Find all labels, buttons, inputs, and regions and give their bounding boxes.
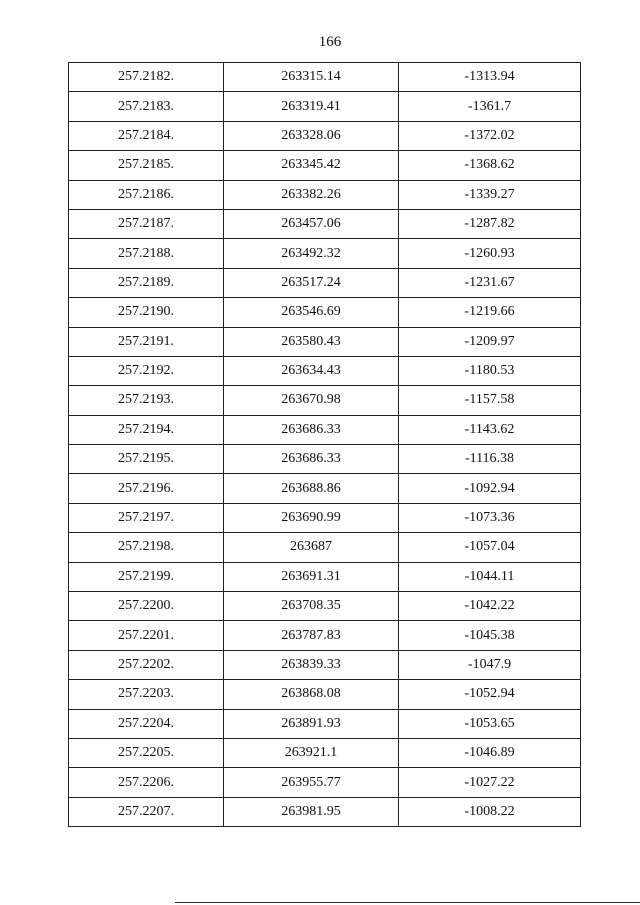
y-coordinate-cell: -1372.02 — [399, 121, 581, 150]
point-number-cell: 257.2205. — [69, 738, 224, 767]
point-number-cell: 257.2188. — [69, 239, 224, 268]
table-row — [69, 592, 581, 621]
y-coordinate-cell: -1260.93 — [399, 239, 581, 268]
point-number-cell: 257.2203. — [69, 680, 224, 709]
point-number-cell: 257.2183. — [69, 92, 224, 121]
point-number-cell: 257.2199. — [69, 562, 224, 591]
table-row — [69, 209, 581, 238]
x-coordinate-cell: 263921.1 — [224, 738, 399, 767]
table-row — [69, 474, 581, 503]
x-coordinate-cell: 263708.35 — [224, 592, 399, 621]
x-coordinate-cell: 263690.99 — [224, 503, 399, 532]
point-number-cell: 257.2182. — [69, 63, 224, 92]
bottom-rule — [175, 902, 640, 903]
y-coordinate-cell: -1045.38 — [399, 621, 581, 650]
table-row — [69, 797, 581, 826]
point-number-cell: 257.2190. — [69, 298, 224, 327]
table-row — [69, 298, 581, 327]
table-row — [69, 680, 581, 709]
x-coordinate-cell: 263686.33 — [224, 415, 399, 444]
y-coordinate-cell: -1046.89 — [399, 738, 581, 767]
point-number-cell: 257.2185. — [69, 151, 224, 180]
x-coordinate-cell: 263382.26 — [224, 180, 399, 209]
table-row — [69, 503, 581, 532]
x-coordinate-cell: 263868.08 — [224, 680, 399, 709]
y-coordinate-cell: -1044.11 — [399, 562, 581, 591]
y-coordinate-cell: -1057.04 — [399, 533, 581, 562]
point-number-cell: 257.2198. — [69, 533, 224, 562]
point-number-cell: 257.2191. — [69, 327, 224, 356]
y-coordinate-cell: -1008.22 — [399, 797, 581, 826]
y-coordinate-cell: -1219.66 — [399, 298, 581, 327]
table-row — [69, 562, 581, 591]
point-number-cell: 257.2187. — [69, 209, 224, 238]
y-coordinate-cell: -1361.7 — [399, 92, 581, 121]
table-row — [69, 327, 581, 356]
x-coordinate-cell: 263686.33 — [224, 445, 399, 474]
y-coordinate-cell: -1157.58 — [399, 386, 581, 415]
table-row — [69, 709, 581, 738]
table-row — [69, 356, 581, 385]
point-number-cell: 257.2192. — [69, 356, 224, 385]
y-coordinate-cell: -1116.38 — [399, 445, 581, 474]
y-coordinate-cell: -1042.22 — [399, 592, 581, 621]
x-coordinate-cell: 263328.06 — [224, 121, 399, 150]
x-coordinate-cell: 263955.77 — [224, 768, 399, 797]
y-coordinate-cell: -1143.62 — [399, 415, 581, 444]
y-coordinate-cell: -1053.65 — [399, 709, 581, 738]
table-row — [69, 415, 581, 444]
x-coordinate-cell: 263691.31 — [224, 562, 399, 591]
x-coordinate-cell: 263981.95 — [224, 797, 399, 826]
point-number-cell: 257.2184. — [69, 121, 224, 150]
table-row — [69, 386, 581, 415]
table-row — [69, 445, 581, 474]
x-coordinate-cell: 263891.93 — [224, 709, 399, 738]
point-number-cell: 257.2189. — [69, 268, 224, 297]
x-coordinate-cell: 263315.14 — [224, 63, 399, 92]
y-coordinate-cell: -1073.36 — [399, 503, 581, 532]
x-coordinate-cell: 263688.86 — [224, 474, 399, 503]
table-row — [69, 533, 581, 562]
point-number-cell: 257.2186. — [69, 180, 224, 209]
x-coordinate-cell: 263319.41 — [224, 92, 399, 121]
y-coordinate-cell: -1339.27 — [399, 180, 581, 209]
point-number-cell: 257.2196. — [69, 474, 224, 503]
x-coordinate-cell: 263839.33 — [224, 650, 399, 679]
point-number-cell: 257.2194. — [69, 415, 224, 444]
y-coordinate-cell: -1368.62 — [399, 151, 581, 180]
table-row — [69, 63, 581, 92]
point-number-cell: 257.2202. — [69, 650, 224, 679]
table-row — [69, 738, 581, 767]
page-number: 166 — [318, 34, 342, 50]
y-coordinate-cell: -1052.94 — [399, 680, 581, 709]
table-row — [69, 768, 581, 797]
y-coordinate-cell: -1092.94 — [399, 474, 581, 503]
point-number-cell: 257.2195. — [69, 445, 224, 474]
table-row — [69, 268, 581, 297]
point-number-cell: 257.2193. — [69, 386, 224, 415]
x-coordinate-cell: 263517.24 — [224, 268, 399, 297]
x-coordinate-cell: 263634.43 — [224, 356, 399, 385]
table-row — [69, 621, 581, 650]
point-number-cell: 257.2204. — [69, 709, 224, 738]
point-number-cell: 257.2201. — [69, 621, 224, 650]
y-coordinate-cell: -1209.97 — [399, 327, 581, 356]
point-number-cell: 257.2200. — [69, 592, 224, 621]
y-coordinate-cell: -1180.53 — [399, 356, 581, 385]
coordinates-table — [68, 62, 581, 827]
table-row — [69, 180, 581, 209]
x-coordinate-cell: 263580.43 — [224, 327, 399, 356]
y-coordinate-cell: -1313.94 — [399, 63, 581, 92]
y-coordinate-cell: -1047.9 — [399, 650, 581, 679]
y-coordinate-cell: -1287.82 — [399, 209, 581, 238]
point-number-cell: 257.2206. — [69, 768, 224, 797]
table-row — [69, 650, 581, 679]
x-coordinate-cell: 263345.42 — [224, 151, 399, 180]
table-body — [69, 63, 581, 827]
table-row — [69, 239, 581, 268]
x-coordinate-cell: 263546.69 — [224, 298, 399, 327]
y-coordinate-cell: -1027.22 — [399, 768, 581, 797]
x-coordinate-cell: 263492.32 — [224, 239, 399, 268]
x-coordinate-cell: 263787.83 — [224, 621, 399, 650]
x-coordinate-cell: 263687 — [224, 533, 399, 562]
point-number-cell: 257.2207. — [69, 797, 224, 826]
x-coordinate-cell: 263457.06 — [224, 209, 399, 238]
x-coordinate-cell: 263670.98 — [224, 386, 399, 415]
point-number-cell: 257.2197. — [69, 503, 224, 532]
table-row — [69, 92, 581, 121]
y-coordinate-cell: -1231.67 — [399, 268, 581, 297]
table-row — [69, 121, 581, 150]
table-row — [69, 151, 581, 180]
